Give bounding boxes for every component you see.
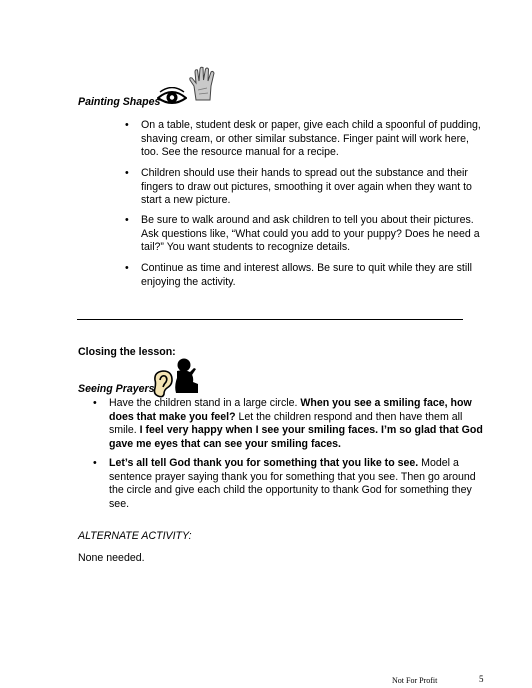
ear-icon bbox=[152, 370, 174, 398]
section-divider bbox=[77, 319, 463, 320]
list-item: • Be sure to walk around and ask children to tell you about their pictures. Ask questions like, “What could you add to your puppy? Does he need a tail?” You want students to recognize details. bbox=[141, 214, 487, 255]
emphasis-text: I feel very happy when I see your smiling faces. I’m so glad that God gave me eyes that can see your smiling faces. bbox=[109, 424, 483, 450]
closing-heading: Closing the lesson: bbox=[78, 346, 176, 358]
text: Model a sentence prayer saying thank you for something that you see. Then go around the circle and give each child the opportunity to thank God for something they see. bbox=[109, 457, 476, 510]
emphasis-text: Let’s all tell God thank you for something that you like to see. bbox=[109, 457, 419, 469]
praying-child-icon bbox=[173, 358, 199, 394]
list-item bbox=[109, 397, 489, 451]
alternate-activity-text: None needed. bbox=[78, 552, 145, 564]
page-number: 5 bbox=[479, 674, 484, 684]
hand-icon bbox=[188, 66, 218, 102]
emphasis-text: When you see a smiling face, how does that make you feel? bbox=[109, 397, 472, 423]
list-item: • On a table, student desk or paper, give each child a spoonful of pudding, shaving cream, or other similar substance. Finger paint will work here, too. See the resource manual for a recipe. bbox=[141, 119, 487, 160]
eye-icon bbox=[157, 87, 187, 107]
list-item: • Continue as time and interest allows. Be sure to quit while they are still enjoying the activity. bbox=[141, 262, 487, 289]
painting-shapes-heading: Painting Shapes bbox=[78, 96, 161, 108]
list-item bbox=[109, 457, 489, 511]
footer-label: Not For Profit bbox=[392, 676, 438, 685]
alternate-activity-heading: ALTERNATE ACTIVITY: bbox=[78, 530, 192, 542]
text: Let the children respond and then have them all smile. bbox=[109, 410, 463, 436]
seeing-prayers-heading: Seeing Prayers bbox=[78, 383, 155, 395]
text: Have the children stand in a large circle. bbox=[109, 397, 301, 409]
list-item: • Children should use their hands to spread out the substance and their fingers to draw out pictures, smoothing it over again when they want to start a new picture. bbox=[141, 167, 487, 208]
